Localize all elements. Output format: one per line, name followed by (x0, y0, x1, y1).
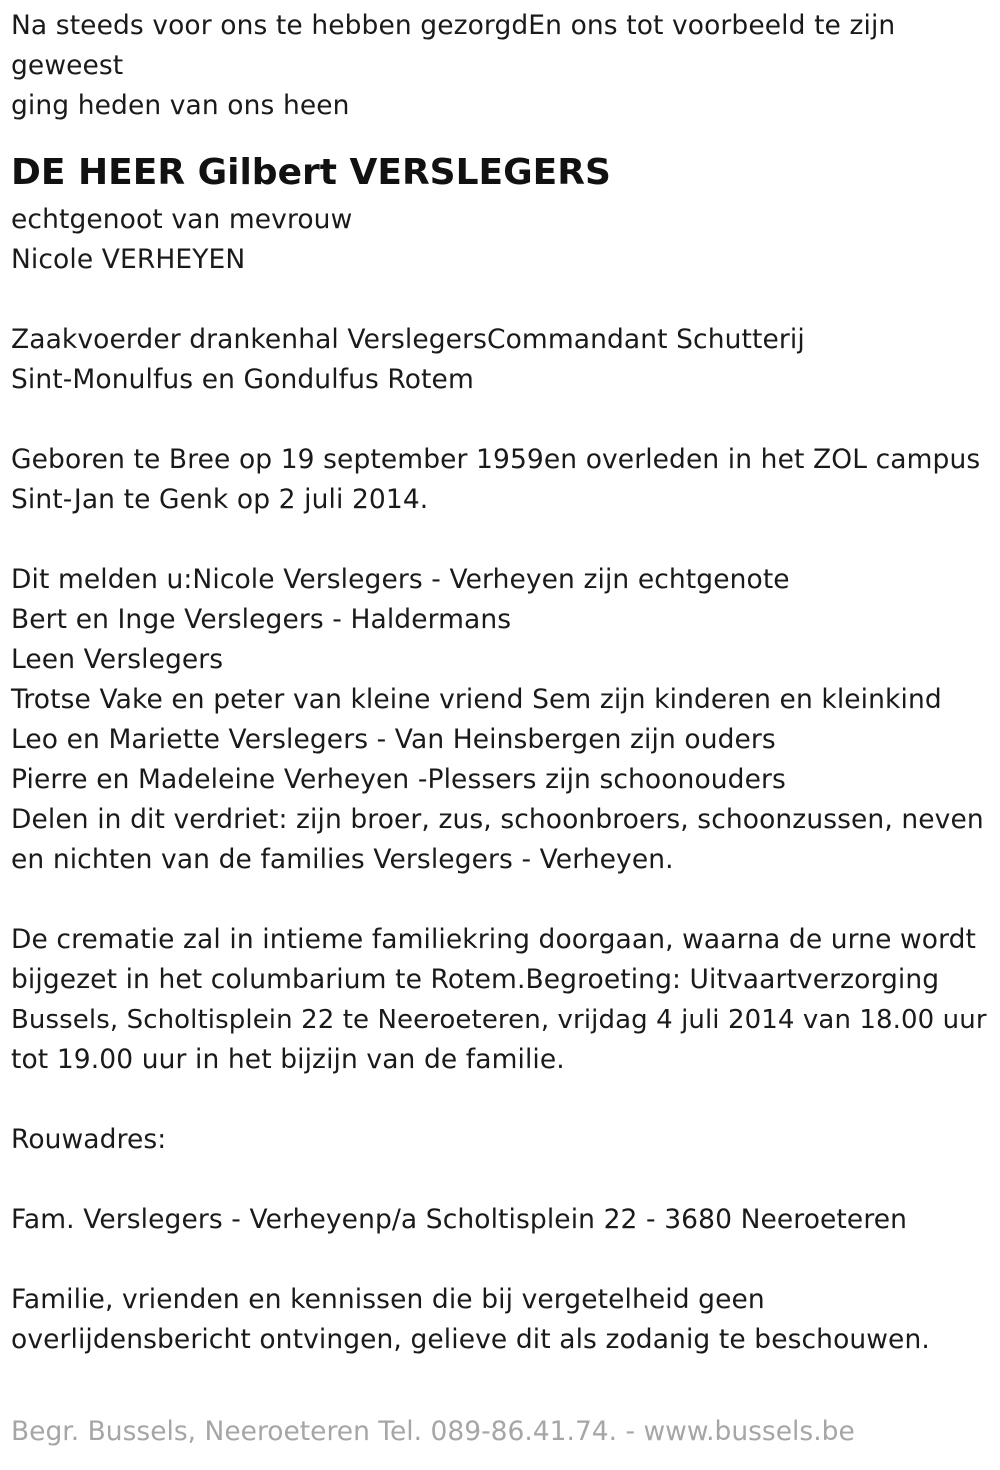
spacer (11, 880, 989, 920)
intro-line-2: geweest (11, 50, 124, 81)
address-label: Rouwadres: (11, 1124, 167, 1155)
family-section (11, 560, 989, 880)
intro-line-3: ging heden van ons heen (11, 90, 350, 121)
spacer (11, 1160, 989, 1200)
notice-section (11, 1280, 989, 1360)
family-line-5: Leo en Mariette Verslegers - Van Heinsbergen zijn ouders (11, 724, 776, 755)
ceremony-line-3: Bussels, Scholtisplein 22 te Neeroeteren, vrijdag 4 juli 2014 van 18.00 uur (11, 1005, 987, 1035)
spacer (11, 1240, 989, 1280)
deceased-section (11, 148, 989, 280)
roles-section (11, 320, 989, 400)
spacer (11, 400, 989, 440)
footer-credit: Begr. Bussels, Neeroeteren Tel. 089-86.41.74. - www.bussels.be (11, 1416, 855, 1447)
family-line-4: Trotse Vake en peter van kleine vriend Sem zijn kinderen en kleinkind (11, 684, 942, 715)
family-line-6: Pierre en Madeleine Verheyen -Plessers zijn schoonouders (11, 764, 786, 795)
family-line-2: Bert en Inge Verslegers - Haldermans (11, 604, 512, 635)
ceremony-line-2: bijgezet in het columbarium te Rotem.Begroeting: Uitvaartverzorging (11, 964, 940, 995)
spouse-line-2: Nicole VERHEYEN (11, 244, 246, 275)
family-line-8: en nichten van de families Verslegers - Verheyen. (11, 844, 674, 875)
birth-death-line-2: Sint-Jan te Genk op 2 juli 2014. (11, 484, 429, 515)
intro-section (11, 6, 989, 126)
intro-line-1: Na steeds voor ons te hebben gezorgdEn ons tot voorbeeld te zijn (11, 10, 896, 41)
spacer (11, 126, 989, 148)
notice-line-1: Familie, vrienden en kennissen die bij vergetelheid geen (11, 1284, 765, 1315)
birth-death-section (11, 440, 989, 520)
roles-line-1: Zaakvoerder drankenhal VerslegersCommandant Schutterij (11, 324, 805, 355)
deceased-name: DE HEER Gilbert VERSLEGERS (11, 152, 611, 193)
notice-line-2: overlijdensbericht ontvingen, gelieve dit als zodanig te beschouwen. (11, 1324, 930, 1355)
ceremony-line-4: tot 19.00 uur in het bijzijn van de familie. (11, 1044, 565, 1075)
spacer (11, 280, 989, 320)
family-line-7: Delen in dit verdriet: zijn broer, zus, schoonbroers, schoonzussen, neven (11, 804, 984, 835)
roles-line-2: Sint-Monulfus en Gondulfus Rotem (11, 364, 474, 395)
birth-death-line-1: Geboren te Bree op 19 september 1959en overleden in het ZOL campus (11, 444, 981, 475)
ceremony-line-1: De crematie zal in intieme familiekring doorgaan, waarna de urne wordt (11, 924, 977, 955)
ceremony-section (11, 920, 989, 1080)
address-value: Fam. Verslegers - Verheyenp/a Scholtisplein 22 - 3680 Neeroeteren (11, 1204, 908, 1235)
family-line-1: Dit melden u:Nicole Verslegers - Verheyen zijn echtgenote (11, 564, 790, 595)
family-line-3: Leen Verslegers (11, 644, 224, 675)
spacer (11, 1080, 989, 1120)
address-section (11, 1120, 989, 1240)
spacer (11, 520, 989, 560)
spouse-line-1: echtgenoot van mevrouw (11, 204, 353, 235)
